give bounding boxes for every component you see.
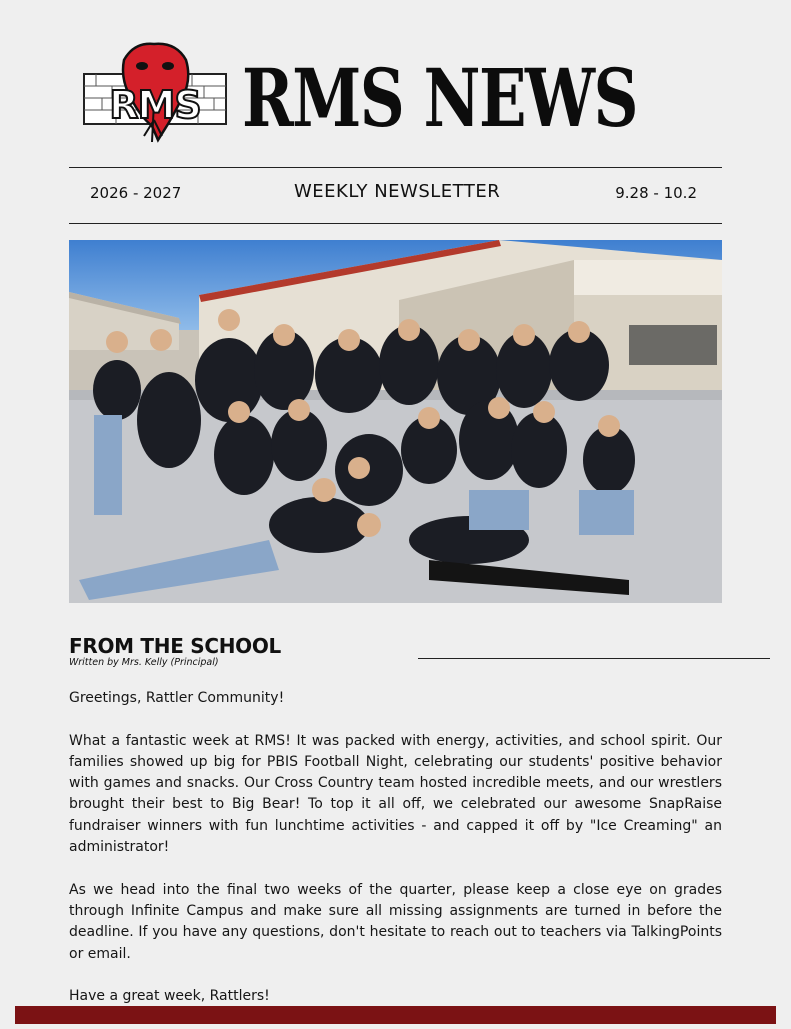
group-photo (69, 240, 722, 603)
article-body (69, 688, 722, 1029)
body-paragraph: What a fantastic week at RMS! It was packed with energy, activities, and school spirit. Our families showed up big for PBIS Football Night, celebrating our students' positive behavior with games and snacks. Our Cross Country team hosted incredible meets, and our wrestlers brought their best to Big Bear! To top it all off, we celebrated our awesome SnapRaise fundraiser winners with fun lunchtime activities - and capped it off by "Ice Creaming" an administrator! (69, 732, 722, 856)
logo-text: RMS (109, 83, 201, 127)
header-rule-top (69, 167, 722, 168)
body-paragraph: As we head into the final two weeks of the quarter, please keep a close eye on grades through Infinite Campus and make sure all missing assignments are turned in before the deadline. If you have any questions, don't hesitate to reach out to teachers via TalkingPoints or email. (69, 881, 722, 962)
greeting-paragraph: Greetings, Rattler Community! (69, 690, 285, 706)
closing-paragraph: Have a great week, Rattlers! (69, 988, 270, 1005)
header-rule-bottom (69, 223, 722, 224)
date-range: 9.28 - 10.2 (615, 184, 697, 202)
section-byline: Written by Mrs. Kelly (Principal) (69, 657, 219, 668)
section-title: FROM THE SCHOOL (69, 634, 282, 658)
newsletter-kind: WEEKLY NEWSLETTER (294, 181, 501, 202)
rms-rattler-logo (82, 40, 228, 148)
section-rule (418, 658, 770, 659)
school-year: 2026 - 2027 (90, 184, 182, 202)
newsletter-title: RMS NEWS (242, 51, 637, 145)
footer-bar (15, 1006, 776, 1024)
